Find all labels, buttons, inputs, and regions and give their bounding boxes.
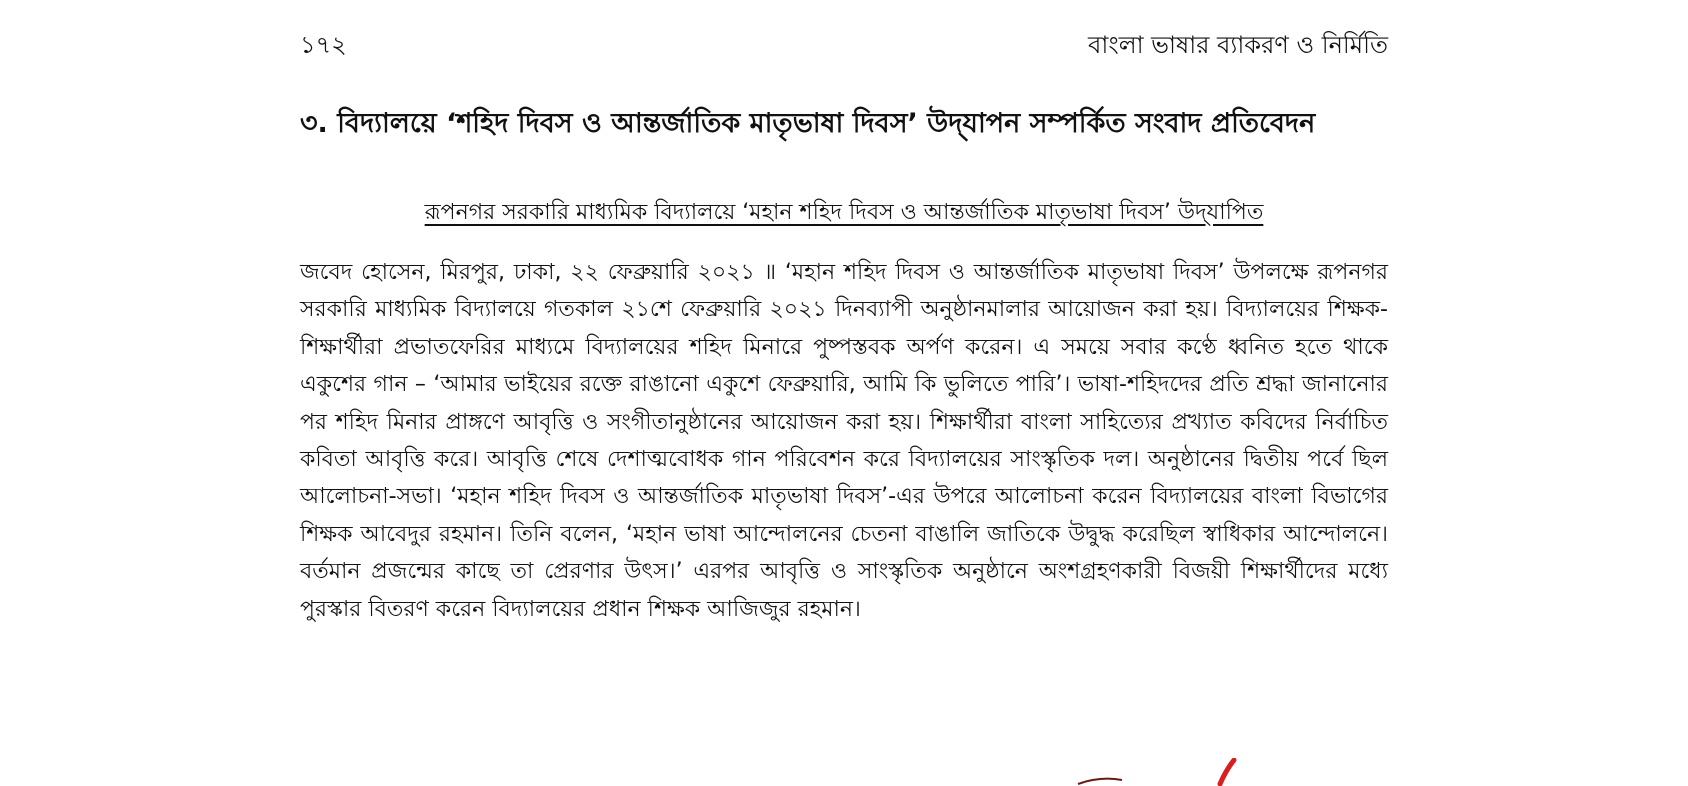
signature-ink-mark <box>1070 758 1240 786</box>
signature-stroke-left <box>1078 779 1122 784</box>
running-head: বাংলা ভাষার ব্যাকরণ ও নির্মিতি <box>1088 31 1388 59</box>
page-number: ১৭২ <box>300 31 347 59</box>
section-heading: ৩. বিদ্যালয়ে ‘শহিদ দিবস ও আন্তর্জাতিক মাতৃভাষা দিবস’ উদ্‌যাপন সম্পর্কিত সংবাদ প্রতিবেদন <box>300 108 1316 139</box>
news-headline-container <box>300 196 1388 230</box>
news-headline: রূপনগর সরকারি মাধ্যমিক বিদ্যালয়ে ‘মহান শহিদ দিবস ও আন্তর্জাতিক মাতৃভাষা দিবস’ উদ্‌যাপিত <box>424 200 1264 225</box>
report-body: জবেদ হোসেন, মিরপুর, ঢাকা, ২২ ফেব্রুয়ারি ২০২১ ॥ ‘মহান শহিদ দিবস ও আন্তর্জাতিক মাতৃভাষা দিবস’ উপলক্ষে রূপনগর সরকারি মাধ্যমিক বিদ্যালয়ে গতকাল ২১শে ফেব্রুয়ারি ২০২১ দিনব্যাপী অনুষ্ঠানমালার আয়োজন করা হয়। বিদ্যালয়ের শিক্ষক-শিক্ষার্থীরা প্রভাতফেরির মাধ্যমে বিদ্যালয়ের শহিদ মিনারে পুষ্পস্তবক অর্পণ করেন। এ সময়ে সবার কণ্ঠে ধ্বনিত হতে থাকে একুশের গান – ‘আমার ভাইয়ের রক্তে রাঙানো একুশে ফেব্রুয়ারি, আমি কি ভুলিতে পারি’। ভাষা-শহিদদের প্রতি শ্রদ্ধা জানানোর পর শহিদ মিনার প্রাঙ্গণে আবৃত্তি ও সংগীতানুষ্ঠানের আয়োজন করা হয়। শিক্ষার্থীরা বাংলা সাহিত্যের প্রখ্যাত কবিদের নির্বাচিত কবিতা আবৃত্তি করে। আবৃত্তি শেষে দেশাত্মবোধক গান পরিবেশন করে বিদ্যালয়ের সাংস্কৃতিক দল। অনুষ্ঠানের দ্বিতীয় পর্বে ছিল আলোচনা-সভা। ‘মহান শহিদ দিবস ও আন্তর্জাতিক মাতৃভাষা দিবস’-এর উপরে আলোচনা করেন বিদ্যালয়ের বাংলা বিভাগের শিক্ষক আবেদুর রহমান। তিনি বলেন, ‘মহান ভাষা আন্দোলনের চেতনা বাঙালি জাতিকে উদ্বুদ্ধ করেছিল স্বাধিকার আন্দোলনে। বর্তমান প্রজন্মের কাছে তা প্রেরণার উৎস।’ এরপর আবৃত্তি ও সাংস্কৃতিক অনুষ্ঠানে অংশগ্রহণকারী বিজয়ী শিক্ষার্থীদের মধ্যে পুরস্কার বিতরণ করেন বিদ্যালয়ের প্রধান শিক্ষক আজিজুর রহমান। <box>300 260 1388 622</box>
signature-stroke-red <box>1220 760 1234 784</box>
